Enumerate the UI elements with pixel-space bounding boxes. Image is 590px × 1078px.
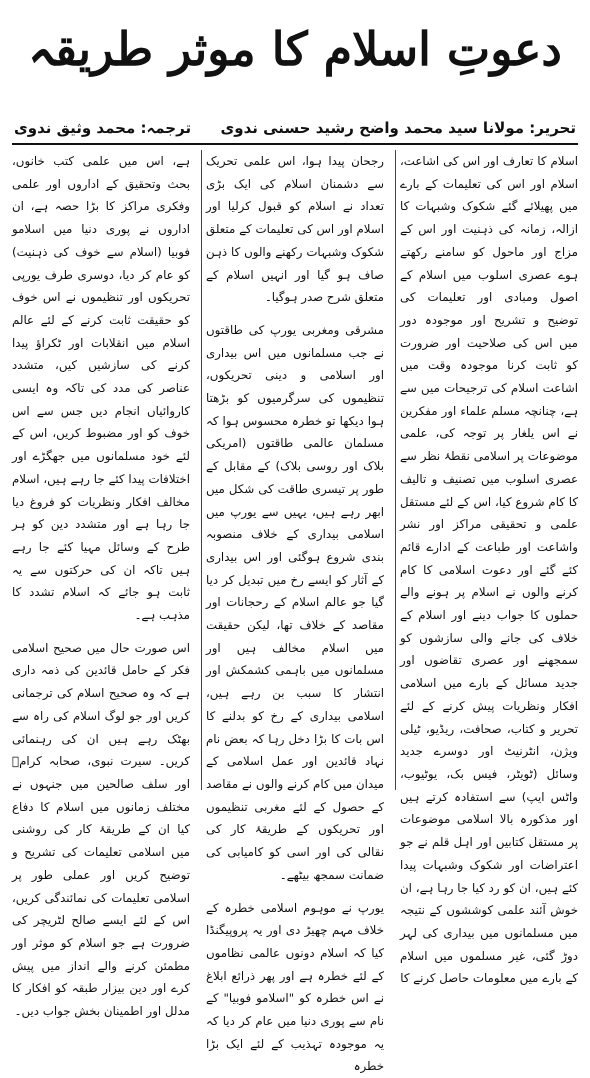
paragraph: مشرقی ومغربی یورپ کی طاقتوں نے جب مسلمانوں میں اس بیداری اور اسلامی و دینی تحریکوں، تنظیموں کی سرگرمیوں کو بڑھتا ہوا دیکھا تو خطرہ محسوس ہوا کہ مسلمان عالمی طاقتوں (امریکی بلاک اور روسی بلاک) کے مقابل کے طور پر تیسری طاقت کی شکل میں ابھر رہے ہیں، یہیں سے یورپ میں اسلامی بیداری کے خلاف منصوبہ بندی شروع ہوگئی اور اس بیداری کے آثار کو ایسے رخ میں تبدیل کر دیا گیا جو عالم اسلام کے رحجانات اور مقاصد کے خلاف تھا، لیکن حقیقت میں اسلام مخالف ہیں اور مسلمانوں میں باہمی کشمکش اور انتشار کا سبب بن رہے ہیں، اسلامی بیداری کے رخ کو بدلنے کا اس بات کا بڑا دخل رہا کہ بعض نام نہاد قائدین اور عمل اسلامی کے میدان میں کام کرنے والوں نے مقاصد کے حصول کے لئے مغربی تنظیموں اور تحریکوں کے طریقۂ کار کی نقالی کی اور اسی کو کامیابی کی ضمانت سمجھ بیٹھے۔ <box>206 319 384 887</box>
author-byline: تحریر: مولانا سید محمد واضح رشید حسنی ندوی <box>221 116 576 140</box>
text-column-3 <box>12 150 190 790</box>
column-divider <box>201 150 202 790</box>
header-divider <box>12 143 578 145</box>
paragraph: رجحان پیدا ہوا، اس علمی تحریک سے دشمنان اسلام کی ایک بڑی تعداد نے اسلام کو قبول کرلیا اور اسلام اور اس کی تعلیمات کے متعلق شکوک وشبہات رکھنے والوں کا ذہن صاف ہو گیا اور انہیں اسلام کے متعلق شرح صدر ہوگیا۔ <box>206 150 384 309</box>
translator-byline: ترجمہ: محمد وثیق ندوی <box>14 116 191 140</box>
column-divider <box>395 150 396 790</box>
article-title: دعوتِ اسلام کا موثر طریقہ <box>0 14 590 84</box>
paragraph: ہے، اس میں علمی کتب خانوں، بحث وتحقیق کے اداروں اور علمی وفکری مراکز کا بڑا حصہ ہے، ان اداروں نے پوری دنیا میں اسلامو فوبیا (اسلام سے خوف کی ذہنیت) کو عام کر دیا، دوسری طرف یورپی تحریکوں اور تنظیموں نے اس خوف کو حقیقت ثابت کرنے کے لئے عالم اسلام میں انقلابات اور ٹکراؤ پیدا کرنے کی سازشیں کیں، متشدد عناصر کی مدد کی تاکہ وہ ایسی کاروائیاں انجام دیں جس سے اس خوف کو اور مضبوط کریں، اس کے لئے خود مسلمانوں میں جھگڑے اور اختلافات پیدا کئے جا رہے ہیں، اسلام مخالف افکار ونظریات کو فروغ دیا جا رہا ہے اور متشدد دین کو ہر طرح کے وسائل مہیا کئے جا رہے ہیں تاکہ ان کی حرکتوں سے یہ ثابت ہو جائے کہ اسلام تشدد کا مذہب ہے۔ <box>12 150 190 627</box>
text-column-1 <box>400 150 578 790</box>
paragraph: اسلام کا تعارف اور اس کی اشاعت، اسلام اور اس کی تعلیمات کے بارے میں پھیلائے گئے شکوک وشبہات کا ازالہ، زمانہ کی ذہنیت اور اس کے مزاج اور ماحول کو سامنے رکھتے ہوے عصری اسلوب میں اسلام کے اصول ومبادی اور تعلیمات کی توضیح و تشریح اور موجودہ دور میں اس کی صلاحیت اور ضرورت کو ثابت کرنا موجودہ وقت میں اشاعت اسلام کی ترجیحات میں سے ہے، چنانچہ مسلم علماء اور مفکرین نے اس یلغار پر توجہ کی، علمی موضوعات پر اسلامی نقطۂ نظر سے عصری اسلوب میں تصنیف و تالیف کا کام شروع کیا، اس کے لئے مستقل علمی و تحقیقی مراکز اور نشر واشاعت اور طباعت کے ادارے قائم کئے گئے اور دعوت اسلامی کا کام کرنے والوں نے اسلام پر ہونے والے حملوں کا جواب دینے اور اسلام کے خلاف کی جانے والی سازشوں کو سمجھنے اور عصری تقاضوں اور جدید مسائل کے بارے میں اسلامی افکار ونظریات پیش کرنے کے لئے تحریر و کتاب، صحافت، ریڈیو، ٹیلی ویژن، انٹرنیٹ اور دوسرے جدید وسائل (ٹویٹر، فیس بک، یوٹیوب، واٹس ایپ) سے استفادہ کرتے ہیں اور مذکورہ بالا اسلامی موضوعات پر مستقل کتابیں اور اہل قلم نے جو اعتراضات اور شکوک وشبہات پیدا کئے ہیں، ان کو رد کیا جا رہا ہے، ان خوش آئند علمی کوششوں کے نتیجہ میں مسلمانوں میں بیداری کی لہر دوڑ گئی، غیر مسلموں میں اسلام کے بارے میں معلومات حاصل کرنے کا <box>400 150 578 990</box>
text-column-2 <box>206 150 384 790</box>
paragraph: یورپ نے موہوم اسلامی خطرہ کے خلاف مہم چھیڑ دی اور یہ پروپیگنڈا کیا کہ اسلام دونوں عالمی نظاموں کے لئے خطرہ ہے اور پھر ذرائع ابلاغ نے اس خطرہ کو "اسلامو فوبیا" کے نام سے پوری دنیا میں عام کر دیا کہ یہ موجودہ تہذیب کے لئے ایک بڑا خطرہ <box>206 897 384 1078</box>
paragraph: اس صورت حال میں صحیح اسلامی فکر کے حامل قائدین کی ذمہ داری ہے کہ وہ صحیح اسلام کی ترجمانی کریں اور جو لوگ اسلام کی راہ سے بھٹک رہے ہیں ان کی رہنمائی کریں۔ سیرت نبوی، صحابہ کرامؓ اور سلف صالحین میں جنہوں نے مختلف زمانوں میں اسلام کا دفاع کیا ان کے طریقۂ کار کی روشنی میں اسلامی تعلیمات کی تشریح و توضیح کریں اور عملی طور پر اسلامی تعلیمات کی نمائندگی کریں، اس کے لئے ایسے صالح لٹریچر کی ضرورت ہے جو اسلام کو موثر اور مطمئن کرنے والے انداز میں پیش کرے اور دین بیزار طبقہ کو افکار کا مدلل اور اطمینان بخش جواب دیں۔ <box>12 637 190 1023</box>
